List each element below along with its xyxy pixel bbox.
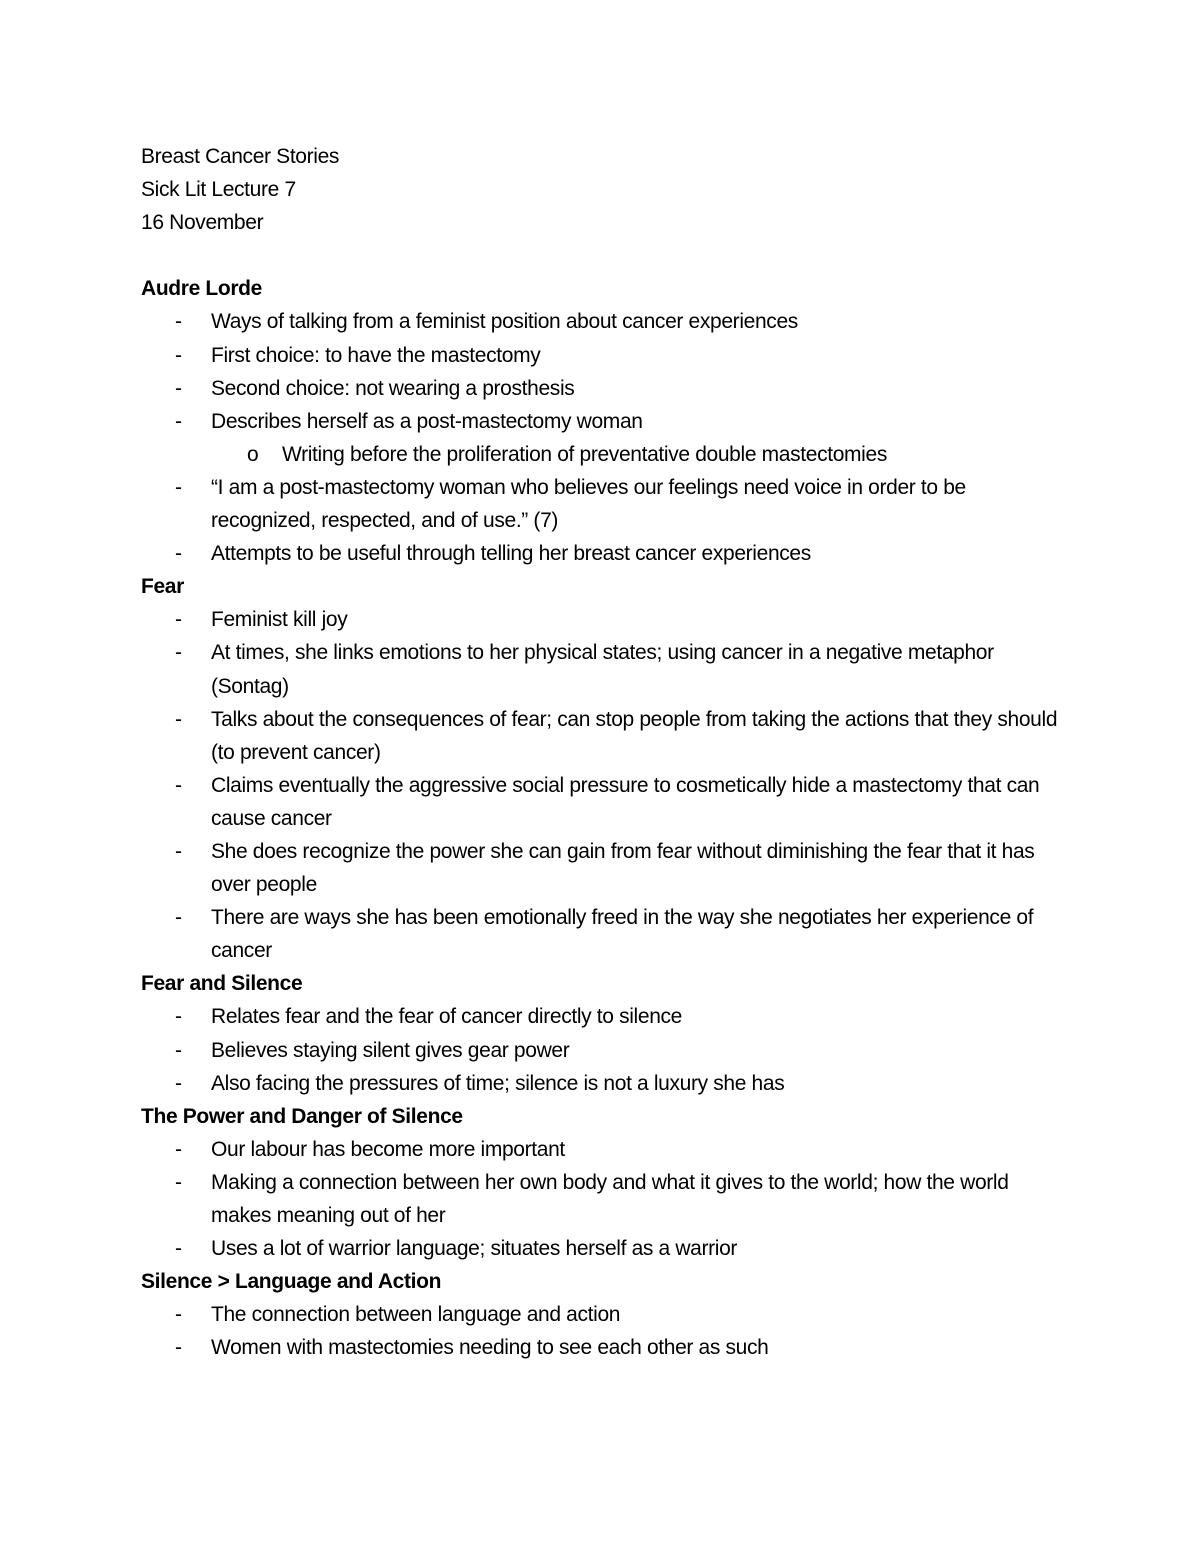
- list-item: [141, 372, 1071, 405]
- list-item: [141, 1331, 1071, 1364]
- dash-bullet-icon: -: [175, 343, 182, 367]
- list-item-text: She does recognize the power she can gain from fear without diminishing the fear that it has over people: [211, 839, 1035, 897]
- list-item: [141, 1166, 1071, 1232]
- list-item-text: There are ways she has been emotionally freed in the way she negotiates her experience of cancer: [211, 906, 1034, 963]
- dash-bullet-icon: -: [175, 1137, 182, 1161]
- list-item-text: At times, she links emotions to her physical states; using cancer in a negative metaphor (Sontag): [211, 641, 994, 698]
- list-item: [141, 901, 1071, 967]
- dash-bullet-icon: -: [175, 542, 182, 566]
- list-item-text: “I am a post-mastectomy woman who believes our feelings need voice in order to be recognized, respected, and of use.” (7): [211, 475, 966, 533]
- list-item-text: The connection between language and action: [211, 1303, 621, 1327]
- dash-bullet-icon: -: [175, 608, 182, 632]
- course-lecture: Sick Lit Lecture 7: [141, 178, 296, 202]
- section-heading: Fear: [141, 575, 184, 599]
- list-item: [141, 1067, 1071, 1100]
- bullet-list: [141, 603, 1101, 967]
- document-page: [141, 140, 1101, 1364]
- notes-body: [141, 272, 1101, 1364]
- dash-bullet-icon: -: [175, 1303, 182, 1327]
- list-item: [141, 1232, 1071, 1265]
- list-item-text: First choice: to have the mastectomy: [211, 343, 541, 367]
- list-item-text: Women with mastectomies needing to see each other as such: [211, 1336, 769, 1360]
- list-item-text: Talks about the consequences of fear; can stop people from taking the actions that they should (to prevent cancer): [211, 707, 1058, 764]
- list-item-text: Believes staying silent gives gear power: [211, 1038, 570, 1062]
- dash-bullet-icon: -: [175, 1005, 182, 1029]
- section-heading: Fear and Silence: [141, 972, 303, 996]
- list-item-text: Also facing the pressures of time; silence is not a luxury she has: [211, 1071, 785, 1095]
- list-item: [141, 537, 1071, 570]
- dash-bullet-icon: -: [175, 1336, 182, 1360]
- list-item: [141, 703, 1071, 769]
- bullet-list: [141, 305, 1101, 570]
- dash-bullet-icon: -: [175, 1071, 182, 1095]
- section-heading: Silence > Language and Action: [141, 1270, 442, 1294]
- dash-bullet-icon: -: [175, 1170, 182, 1194]
- list-item-text: Second choice: not wearing a prosthesis: [211, 376, 575, 400]
- dash-bullet-icon: -: [175, 906, 182, 930]
- dash-bullet-icon: -: [175, 1038, 182, 1062]
- dash-bullet-icon: -: [175, 310, 182, 334]
- list-item-text: Our labour has become more important: [211, 1137, 565, 1161]
- dash-bullet-icon: -: [175, 409, 182, 433]
- dash-bullet-icon: -: [175, 773, 182, 797]
- sub-bullet-list: [141, 438, 1101, 471]
- blank-line: [141, 239, 1101, 272]
- list-item: [141, 471, 1071, 537]
- list-item-text: Feminist kill joy: [211, 608, 348, 632]
- document-title: Breast Cancer Stories: [141, 145, 340, 168]
- list-item: [141, 1133, 1071, 1166]
- lecture-date: 16 November: [141, 211, 264, 235]
- circle-bullet-icon: o: [247, 442, 259, 466]
- dash-bullet-icon: -: [175, 475, 182, 499]
- list-item: [141, 405, 1071, 438]
- list-item: [141, 1298, 1071, 1331]
- dash-bullet-icon: -: [175, 1237, 182, 1261]
- list-item-text: Relates fear and the fear of cancer directly to silence: [211, 1005, 683, 1029]
- sub-list-item: [141, 438, 1101, 471]
- list-item-text: Attempts to be useful through telling her breast cancer experiences: [211, 542, 811, 566]
- list-item-text: Uses a lot of warrior language; situates herself as a warrior: [211, 1237, 738, 1261]
- dash-bullet-icon: -: [175, 376, 182, 400]
- list-item-text: Ways of talking from a feminist position about cancer experiences: [211, 310, 798, 334]
- list-item-text: Claims eventually the aggressive social pressure to cosmetically hide a mastectomy that can cause cancer: [211, 773, 1040, 830]
- bullet-list: [141, 1000, 1101, 1099]
- dash-bullet-icon: -: [175, 641, 182, 665]
- list-item: [141, 603, 1071, 636]
- list-item-text: Making a connection between her own body and what it gives to the world; how the world makes meaning out of her: [211, 1170, 1009, 1227]
- list-item: [141, 835, 1071, 901]
- list-item-text: Describes herself as a post-mastectomy woman: [211, 409, 643, 433]
- list-item: [141, 339, 1071, 372]
- list-item: [141, 305, 1071, 338]
- section-heading: The Power and Danger of Silence: [141, 1104, 463, 1128]
- section-heading: Audre Lorde: [141, 277, 262, 301]
- sub-list-item-text: Writing before the proliferation of preventative double mastectomies: [282, 442, 887, 466]
- dash-bullet-icon: -: [175, 839, 182, 863]
- bullet-list: [141, 1133, 1101, 1265]
- bullet-list: [141, 1298, 1101, 1364]
- dash-bullet-icon: -: [175, 707, 182, 731]
- list-item: [141, 636, 1071, 702]
- list-item: [141, 769, 1071, 835]
- list-item: [141, 1034, 1071, 1067]
- list-item: [141, 1000, 1071, 1033]
